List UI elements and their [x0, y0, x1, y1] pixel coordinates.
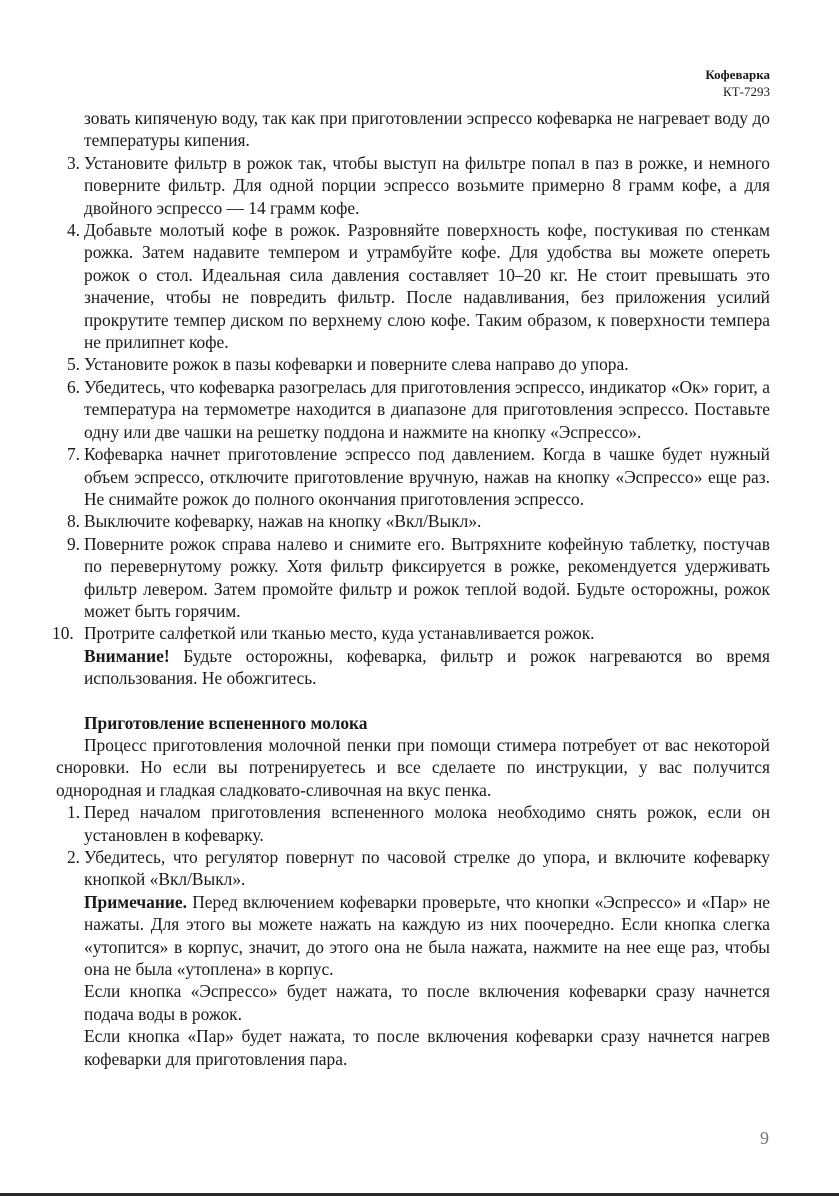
list-item [56, 443, 770, 510]
header-title: Кофеварка [705, 67, 770, 82]
list-item [56, 510, 770, 532]
list-number: 4. [66, 220, 80, 241]
list-item [52, 622, 770, 644]
list-number: 8. [66, 511, 80, 532]
list-text: Кофеварка начнет приготовление эспрессо под давлением. Когда в чашке будет нужный объем эспрессо, отключите приготовление вручную, нажав на кнопку «Эспрессо» еще раз. Не снимайте рожок до полного окончания приготовления эспрессо. [84, 444, 770, 509]
espresso-button-paragraph: Если кнопка «Эспрессо» будет нажата, то после включения кофеварки сразу начнется подача воды в рожок. [84, 981, 770, 1024]
list-number: 9. [66, 533, 80, 554]
page-number: 9 [760, 1128, 769, 1148]
warning-label: Внимание! [84, 645, 170, 666]
page-header [705, 66, 770, 100]
steam-button-paragraph: Если кнопка «Пар» будет нажата, то после включения кофеварки сразу начнется нагрев кофеварки для приготовления пара. [84, 1026, 770, 1069]
list-text: Поверните рожок справа налево и снимите его. Вытряхните кофейную таблетку, постучав по перевернутому рожку. Хотя фильтр фиксируется в рожке, рекомендуется удерживать фильтр левером. Затем промойте фильтр и рожок теплой водой. Будьте осторожны, рожок может быть горячим. [84, 533, 770, 621]
list-item [56, 152, 770, 219]
note-text: Перед включением кофеварки проверьте, что кнопки «Эспрессо» и «Пар» не нажаты. Для этого вы можете нажать на каждую из них поочередно. Если кнопка слегка «утопится» в корпус, значит, до этого она не была нажата, нажмите на нее еще раз, чтобы она не была «утоплена» в корпус. [84, 891, 770, 980]
list-number: 6. [66, 376, 80, 397]
list-item [56, 846, 770, 891]
list-text: Выключите кофеварку, нажав на кнопку «Вкл/Выкл». [84, 511, 482, 532]
continued-paragraph: зовать кипяченую воду, так как при приготовлении эспрессо кофеварка не нагревает воду до температуры кипения. [84, 108, 770, 151]
note-label: Примечание. [84, 891, 187, 912]
list-item [56, 376, 770, 443]
section-heading: Приготовление вспененного молока [84, 712, 368, 733]
list-number: 3. [66, 152, 80, 173]
list-text: Убедитесь, что регулятор повернут по часовой стрелке до упора, и включите кофеварку кнопкой «Вкл/Выкл». [84, 847, 770, 890]
warning-text: Будьте осторожны, кофеварка, фильтр и рожок нагреваются во время использования. Не обожгитесь. [84, 645, 770, 689]
list-number: 7. [66, 444, 80, 465]
list-item [56, 353, 770, 375]
list-item [56, 219, 770, 353]
list-text: Добавьте молотый кофе в рожок. Разровняйте поверхность кофе, постукивая по стенкам рожка. Затем надавите темпером и утрамбуйте кофе. Для удобства вы можете опереть рожок о стол. Идеальная сила давления составляет 10–20 кг. Не стоит превышать это значение, чтобы не повредить фильтр. После надавливания, без приложения усилий прокрутите темпер диском по верхнему слою кофе. Таким образом, к поверхности темпера не прилипнет кофе. [84, 220, 770, 353]
page-content [52, 107, 770, 1070]
list-number: 2. [66, 847, 80, 867]
list-number: 1. [66, 802, 80, 823]
header-model: КТ-7293 [723, 84, 770, 99]
list-number: 5. [66, 354, 80, 375]
list-item [56, 801, 770, 846]
list-text: Убедитесь, что кофеварка разогрелась для приготовления эспрессо, индикатор «Ок» горит, а температура на термометре находится в диапазоне для приготовления эспрессо. Поставьте одну или две чашки на решетку поддона и нажмите на кнопку «Эспрессо». [84, 376, 770, 442]
list-text: Установите рожок в пазы кофеварки и поверните слева направо до упора. [84, 354, 629, 375]
list-text: Установите фильтр в рожок так, чтобы выступ на фильтре попал в паз в рожке, и немного поверните фильтр. Для одной порции эспрессо возьмите примерно 8 грамм кофе, а для двойного эспрессо — 14 грамм кофе. [84, 152, 770, 218]
section-intro: Процесс приготовления молочной пенки при помощи стимера потребует от вас некоторой сноровки. Но если вы потренируетесь и все сделаете по инструкции, у вас получится однородная и гладкая сладковато-сливочная на вкус пенка. [56, 734, 770, 800]
list-text: Протрите салфеткой или тканью место, куда устанавливается рожок. [84, 623, 595, 644]
list-text: Перед началом приготовления вспененного молока необходимо снять рожок, если он установлен в кофеварку. [84, 802, 770, 845]
note-paragraph [56, 891, 770, 981]
list-number: 10. [52, 623, 74, 644]
warning-paragraph [56, 645, 770, 690]
list-item [56, 533, 770, 623]
